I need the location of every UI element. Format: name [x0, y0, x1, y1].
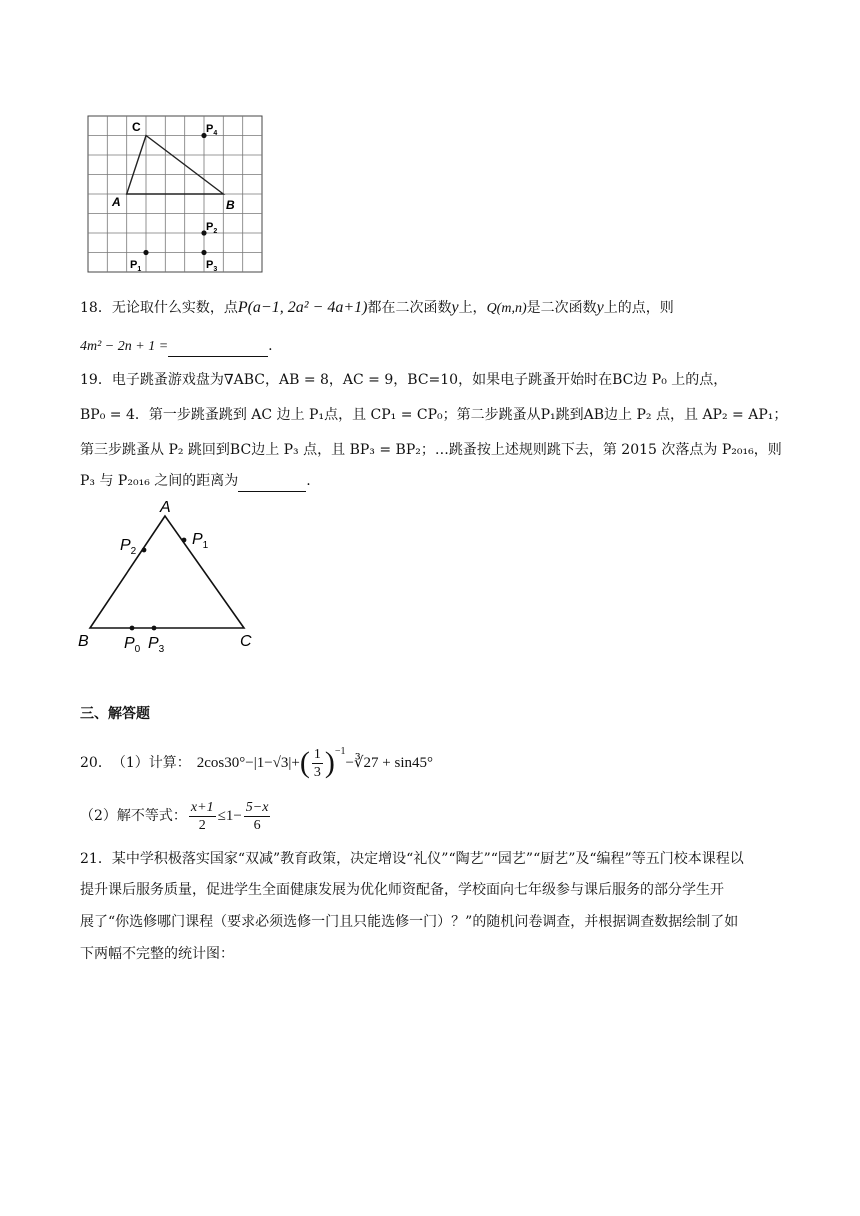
q19-answer-blank[interactable]: [238, 471, 306, 492]
q19-number: 19．: [80, 372, 112, 388]
q20-part2: [80, 796, 272, 836]
q21-text-3: 展了“你选修哪门课程（要求必须选修一门且只能选修一门）？”的随机问卷调查，并根据调查数据绘制了如: [80, 914, 739, 930]
tri-label-p3: P: [148, 635, 159, 652]
label-p1-sub: 1: [137, 266, 142, 273]
q21-number: 21．: [80, 851, 112, 867]
q20-expr-b: −∛27 + sin45°: [345, 755, 433, 771]
q21-line2: [80, 880, 724, 900]
q18-line2: [80, 336, 273, 357]
q20-frac: [312, 746, 323, 781]
q18-var-y: y: [451, 299, 459, 316]
q18-line1: [80, 298, 674, 319]
label-c: C: [132, 120, 141, 134]
q19-end: .: [306, 473, 311, 489]
q20-lhs-num: x+1: [190, 799, 214, 815]
point-p0: [130, 626, 135, 631]
label-p2: P: [206, 221, 214, 233]
triangle-abc: [127, 136, 224, 195]
q21-text-4: 下两幅不完整的统计图：: [80, 946, 234, 962]
q18-number: 18．: [80, 300, 112, 316]
point-p3: [152, 626, 157, 631]
q19-text-3: 第三步跳蚤从 P₂ 跳回到BC边上 P₃ 点，且 BP₃ = BP₂；…跳蚤按上述规则跳下去，第 2015 次落点为 P₂₀₁₆，则: [80, 442, 782, 458]
q18-end: .: [268, 338, 273, 354]
q19-text-1: 电子跳蚤游戏盘为∇ABC，AB = 8，AC = 9，BC=10，如果电子跳蚤开始时在BC边 P₀ 上的点，: [111, 372, 728, 388]
label-p4-sub: 4: [213, 130, 218, 137]
triangle-figure: [74, 496, 274, 656]
tri-label-p2: P: [120, 537, 131, 554]
svg-text:P4: [206, 123, 217, 137]
tri-label-a: A: [160, 499, 171, 516]
label-p2-sub: 2: [213, 228, 218, 235]
tri-label-p3-sub: 3: [158, 644, 165, 655]
triangle-outline: [90, 516, 244, 628]
q20-exp: −1: [334, 745, 346, 757]
grid-figure: [86, 114, 264, 274]
q19-line4: [80, 471, 311, 492]
point-p1: [143, 250, 148, 255]
q18-text-b: 都在二次函数: [367, 300, 452, 316]
svg-text:P0: [124, 635, 141, 655]
tri-label-p2-sub: 2: [130, 546, 137, 557]
q21-text-1: 某中学积极落实国家“双减”教育政策，决定增设“礼仪”“陶艺”“园艺”“厨艺”及“编程”等五门校本课程以: [111, 851, 744, 867]
q20-expr-a: 2cos30°−|1−√3|+: [196, 755, 300, 771]
label-p3-sub: 3: [213, 266, 218, 273]
svg-text:P3: [148, 635, 165, 655]
q18-var-y2: y: [596, 299, 604, 316]
q19-text-2: BP₀ = 4．第一步跳蚤跳到 AC 边上 P₁点，且 CP₁ = CP₀；第二步跳蚤从P₁跳到AB边上 P₂ 点，且 AP₂ = AP₁；: [80, 407, 788, 423]
q20-rel: ≤1−: [217, 808, 242, 824]
q20-rhs-num: 5−x: [245, 799, 269, 815]
q20-frac-num: 1: [313, 746, 321, 762]
svg-text:P1: [130, 259, 141, 273]
q20-lhs-den: 2: [198, 817, 206, 833]
label-a: A: [112, 195, 121, 209]
q18-point-q: Q(m,n): [486, 301, 527, 316]
q21-line3: [80, 912, 738, 932]
q20-part1: [80, 742, 433, 784]
q21-text-2: 提升课后服务质量，促进学生全面健康发展为优化师资配备，学校面向七年级参与课后服务的部分学生开: [80, 882, 724, 898]
q18-text-c: 上，: [458, 300, 487, 316]
q18-answer-blank[interactable]: [168, 336, 268, 357]
q18-text-a: 无论取什么实数，点: [111, 300, 238, 316]
q21-line1: [80, 849, 744, 869]
svg-text:P3: [206, 259, 217, 273]
q20-rhs-den: 6: [253, 817, 261, 833]
q18-point-p: P(a−1, 2a² − 4a+1): [237, 299, 368, 316]
q20-part1-label: （1）计算：: [111, 755, 191, 771]
tri-label-b: B: [78, 633, 89, 650]
q20-paren-frac: ( $\frac{1}{3}$ ) −1: [300, 746, 346, 781]
q20-part2-label: （2）解不等式：: [80, 808, 187, 824]
q19-line1: [80, 370, 727, 390]
label-p4: P: [206, 123, 214, 135]
svg-text:P1: [192, 531, 209, 551]
point-p3: [201, 250, 206, 255]
q18-text-d: 是二次函数: [526, 300, 597, 316]
q18-text-e: 上的点，则: [603, 300, 674, 316]
label-p3: P: [206, 259, 214, 271]
q18-expr: 4m² − 2n + 1 =: [80, 339, 169, 354]
q20-lhs-frac: [189, 799, 216, 834]
tri-label-p0: P: [124, 635, 135, 652]
point-p1: [182, 538, 187, 543]
svg-text:P2: [120, 537, 137, 557]
svg-text:P2: [206, 221, 217, 235]
q20-frac-den: 3: [313, 764, 321, 780]
q19-text-4: P₃ 与 P₂₀₁₆ 之间的距离为: [80, 473, 239, 489]
point-p2: [142, 548, 147, 553]
tri-label-p0-sub: 0: [134, 644, 141, 655]
tri-label-p1: P: [192, 531, 203, 548]
tri-label-p1-sub: 1: [202, 540, 209, 551]
label-p1: P: [130, 259, 138, 271]
q19-line3: [80, 440, 782, 460]
q20-number: 20．: [80, 755, 112, 771]
q21-line4: [80, 944, 234, 964]
q19-line2: [80, 405, 787, 425]
section-heading: 三、解答题: [80, 706, 150, 722]
tri-label-c: C: [240, 633, 252, 650]
label-b: B: [226, 198, 235, 212]
q20-rhs-frac: [244, 799, 271, 834]
